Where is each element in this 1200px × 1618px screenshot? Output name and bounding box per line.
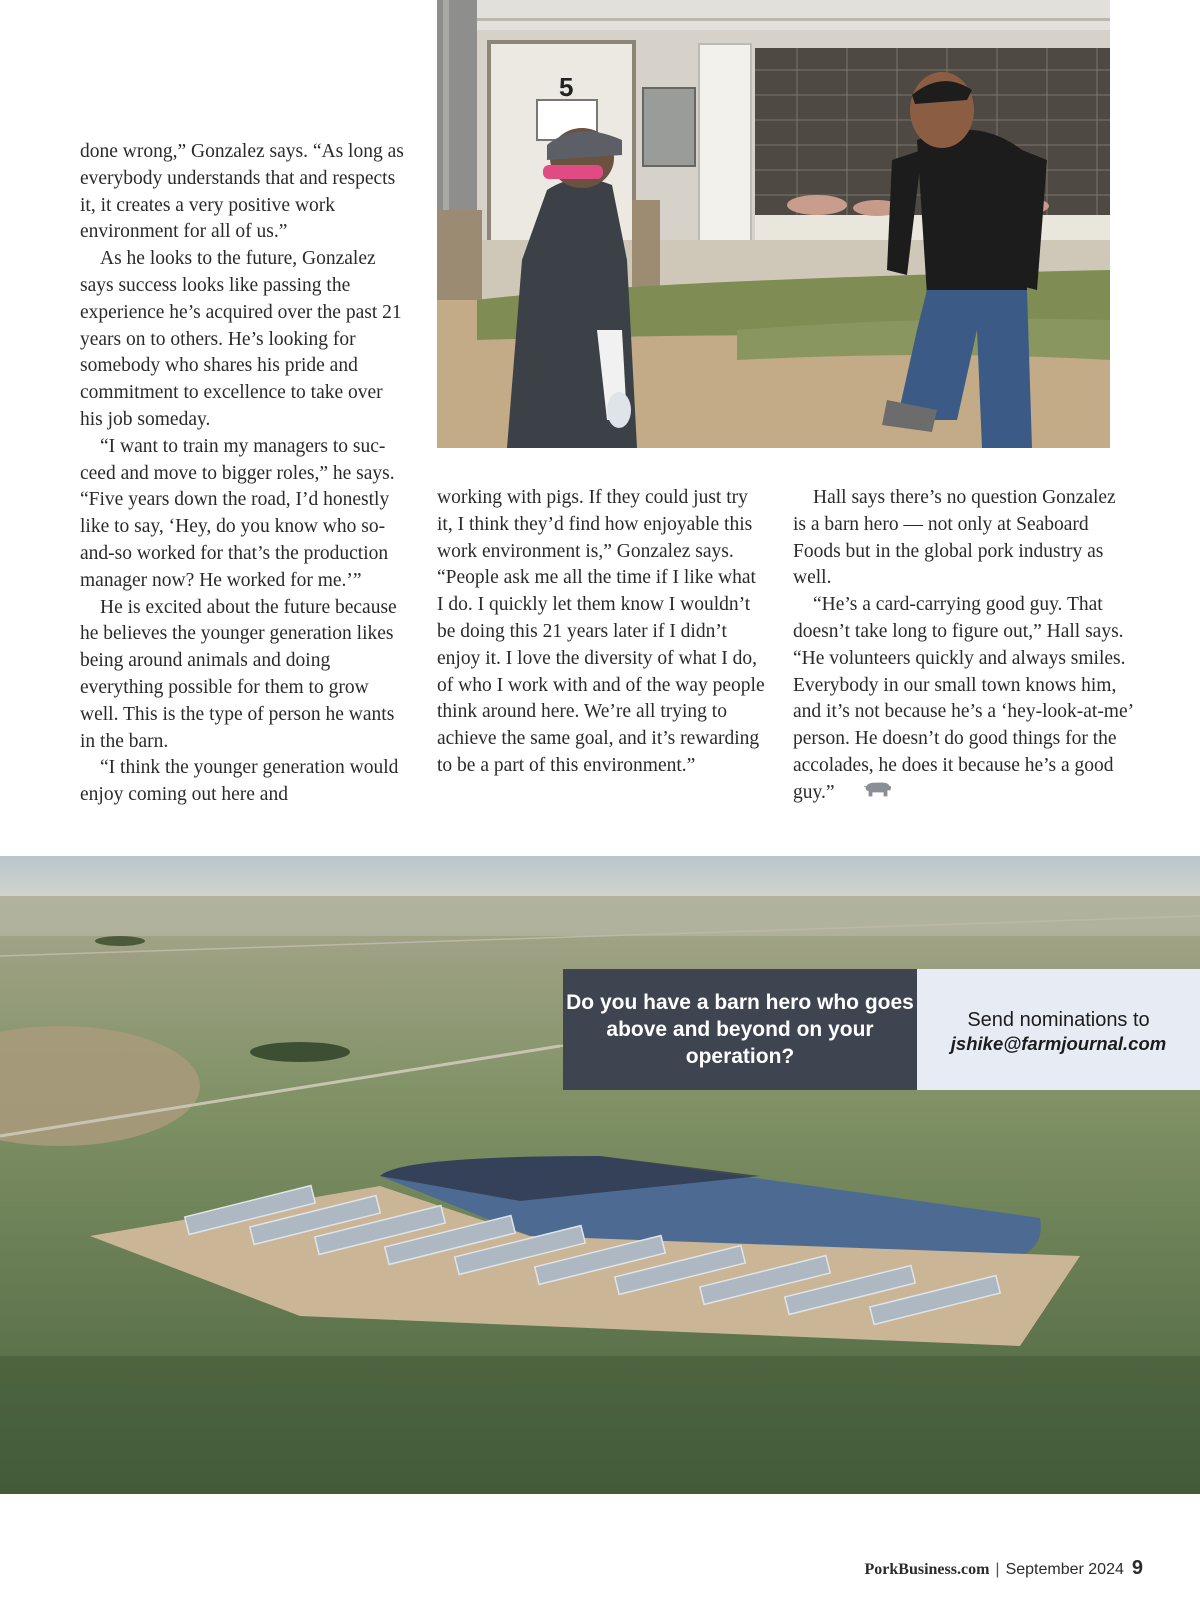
- pig-icon: [843, 780, 891, 807]
- aerial-farm-photo: [0, 856, 1200, 1494]
- paragraph: Hall says there’s no question Gonzalez is a barn hero — not only at Seaboard Foods but in the global pork industry as well.: [793, 487, 1116, 589]
- article-column-2: [437, 485, 767, 780]
- page-number: 9: [1131, 1557, 1143, 1579]
- send-nominations-label: Send nominations to: [967, 1009, 1150, 1031]
- paragraph: “I think the younger generation would enjoy coming out here and: [80, 757, 399, 806]
- closing-paragraph-text: “He’s a card-carrying good guy. That doesn’t take long to figure out,” Hall says. “He volunteers quickly and always smiles. Everybody in our small town knows him, and it’s not because he’s a ‘hey-look-at-me’ person. He doesn’t do good things for the accolades, he does it because he’s a good guy.”: [793, 594, 1133, 803]
- footer-site[interactable]: PorkBusiness.com: [864, 1561, 990, 1578]
- paragraph: working with pigs. If they could just try it, I think they’d find how enjoyable this work environment is,” Gonzalez says. “People ask me all the time if I like what I do. I quickly let them know I wouldn’t be doing this 21 years later if I didn’t enjoy it. I love the diversity of what I do, of who I work with and of the way people think around here. We’re all trying to achieve the same goal, and it’s rewarding to be a part of this environment.”: [437, 487, 765, 776]
- paragraph: “I want to train my managers to succeed and move to bigger roles,” he says. “Five years down the road, I’d honestly like to say, ‘Hey, do you know who so-and-so worked for that’s the production manager now? He worked for me.’”: [80, 435, 395, 591]
- paragraph: He is excited about the future because he believes the younger generation likes being around animals and doing everything possible for them to grow well. This is the type of person he wants in the barn.: [80, 596, 397, 752]
- footer-date: September 2024: [1005, 1561, 1124, 1578]
- nomination-contact-box: [917, 969, 1200, 1090]
- paragraph: [793, 592, 1133, 807]
- door-number: 5: [559, 72, 574, 102]
- article-column-1: [80, 139, 410, 809]
- page-footer: [865, 1557, 1144, 1580]
- paragraph: As he looks to the future, Gonzalez says success looks like passing the experience he’s acquired over the past 21 years on to others. He’s looking for somebody who shares his pride and commitment to excellence to take over his job someday.: [80, 248, 402, 430]
- footer-separator: |: [995, 1561, 1000, 1578]
- barn-photo: [437, 0, 1110, 448]
- nomination-question-box: [563, 969, 917, 1090]
- nomination-email-link[interactable]: jshike@farmjournal.com: [950, 1033, 1167, 1054]
- article-column-3: [793, 485, 1133, 807]
- nomination-question: Do you have a barn hero who goes above and beyond on your operation?: [566, 991, 914, 1068]
- paragraph: done wrong,” Gonzalez says. “As long as everybody understands that and respects it, it creates a very positive work environment for all of us.”: [80, 141, 404, 243]
